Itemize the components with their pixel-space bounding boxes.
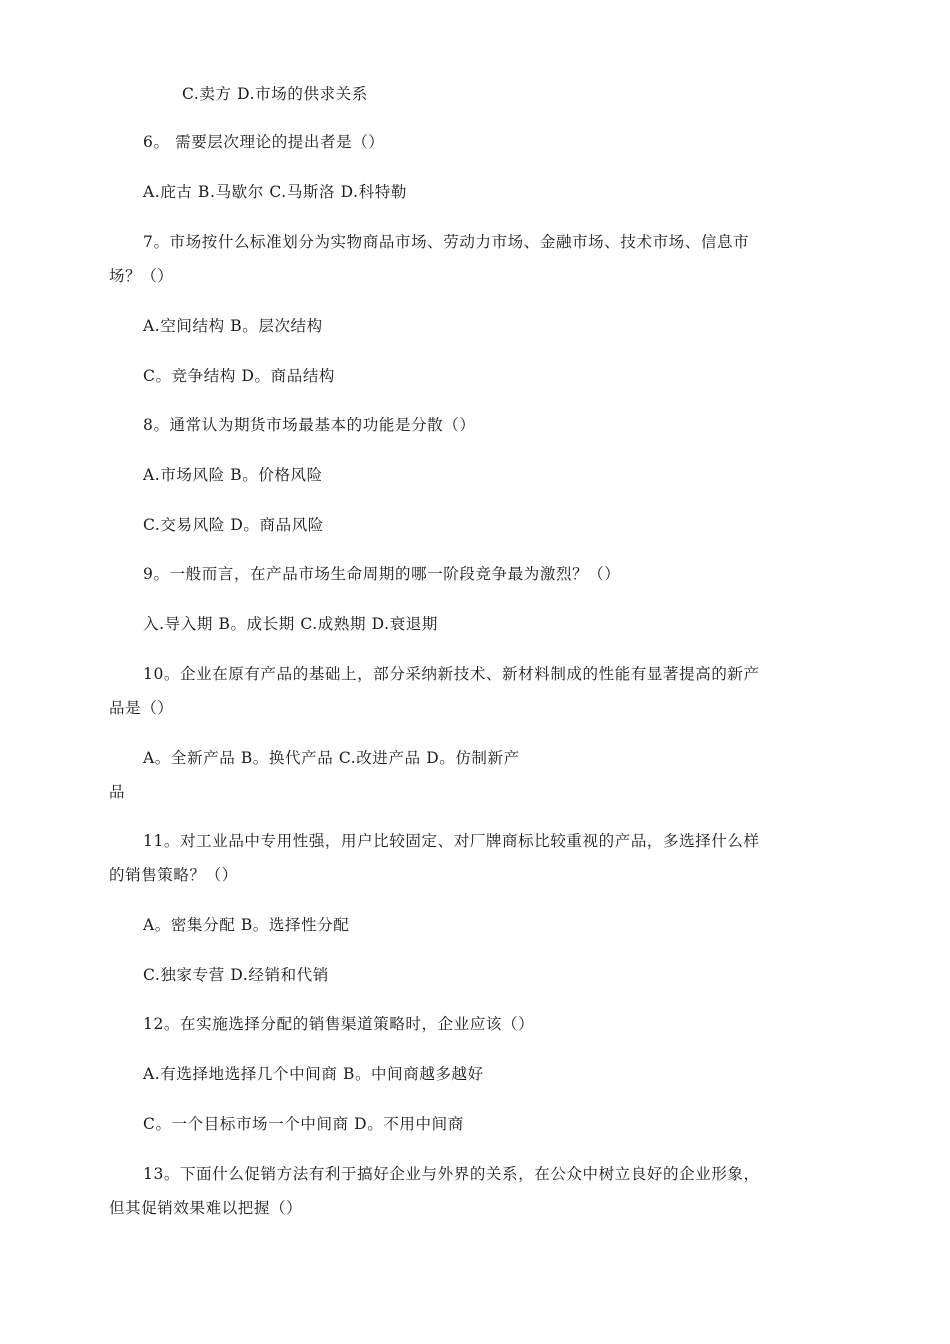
answer-options-q11-cd: C.独家专营 D.经销和代销	[143, 966, 329, 984]
answer-options-q7-cd: C。竞争结构 D。商品结构	[143, 367, 336, 385]
answer-options-q6: A.庇古 B.马歇尔 C.马斯洛 D.科特勒	[143, 183, 407, 201]
answer-options-q11-ab: A。密集分配 B。选择性分配	[143, 916, 350, 934]
answer-options-q9: 入.导入期 B。成长期 C.成熟期 D.衰退期	[143, 615, 438, 633]
question-8: 8。通常认为期货市场最基本的功能是分散（）	[143, 416, 476, 434]
question-12: 12。在实施选择分配的销售渠道策略时，企业应该（）	[143, 1015, 535, 1033]
question-7-line-1: 7。市场按什么标准划分为实物商品市场、劳动力市场、金融市场、技术市场、信息市	[143, 233, 750, 251]
answer-options-q10-wrap: 品	[109, 783, 126, 801]
answer-options-q10: A。全新产品 B。换代产品 C.改进产品 D。仿制新产	[143, 749, 520, 767]
question-6: 6。 需要层次理论的提出者是（）	[143, 133, 385, 151]
question-7-line-2: 场？（）	[109, 267, 174, 285]
answer-options-q8-ab: A.市场风险 B。价格风险	[143, 466, 323, 484]
question-11-line-1: 11。对工业品中专用性强，用户比较固定、对厂牌商标比较重视的产品，多选择什么样	[143, 832, 760, 850]
question-13-line-1: 13。下面什么促销方法有利于搞好企业与外界的关系，在公众中树立良好的企业形象，	[143, 1165, 760, 1183]
answer-options-q8-cd: C.交易风险 D。商品风险	[143, 516, 324, 534]
question-9: 9。一般而言，在产品市场生命周期的哪一阶段竞争最为激烈？（）	[143, 565, 621, 583]
question-11-line-2: 的销售策略？（）	[109, 866, 238, 884]
answer-options-q5-cd: C.卖方 D.市场的供求关系	[182, 85, 368, 103]
answer-options-q7-ab: A.空间结构 B。层次结构	[143, 317, 323, 335]
answer-options-q12-ab: A.有选择地选择几个中间商 B。中间商越多越好	[143, 1065, 484, 1083]
question-13-line-2: 但其促销效果难以把握（）	[109, 1199, 303, 1217]
question-10-line-2: 品是（）	[109, 699, 174, 717]
answer-options-q12-cd: C。一个目标市场一个中间商 D。不用中间商	[143, 1115, 464, 1133]
question-10-line-1: 10。企业在原有产品的基础上，部分采纳新技术、新材料制成的性能有显著提高的新产	[143, 665, 760, 683]
